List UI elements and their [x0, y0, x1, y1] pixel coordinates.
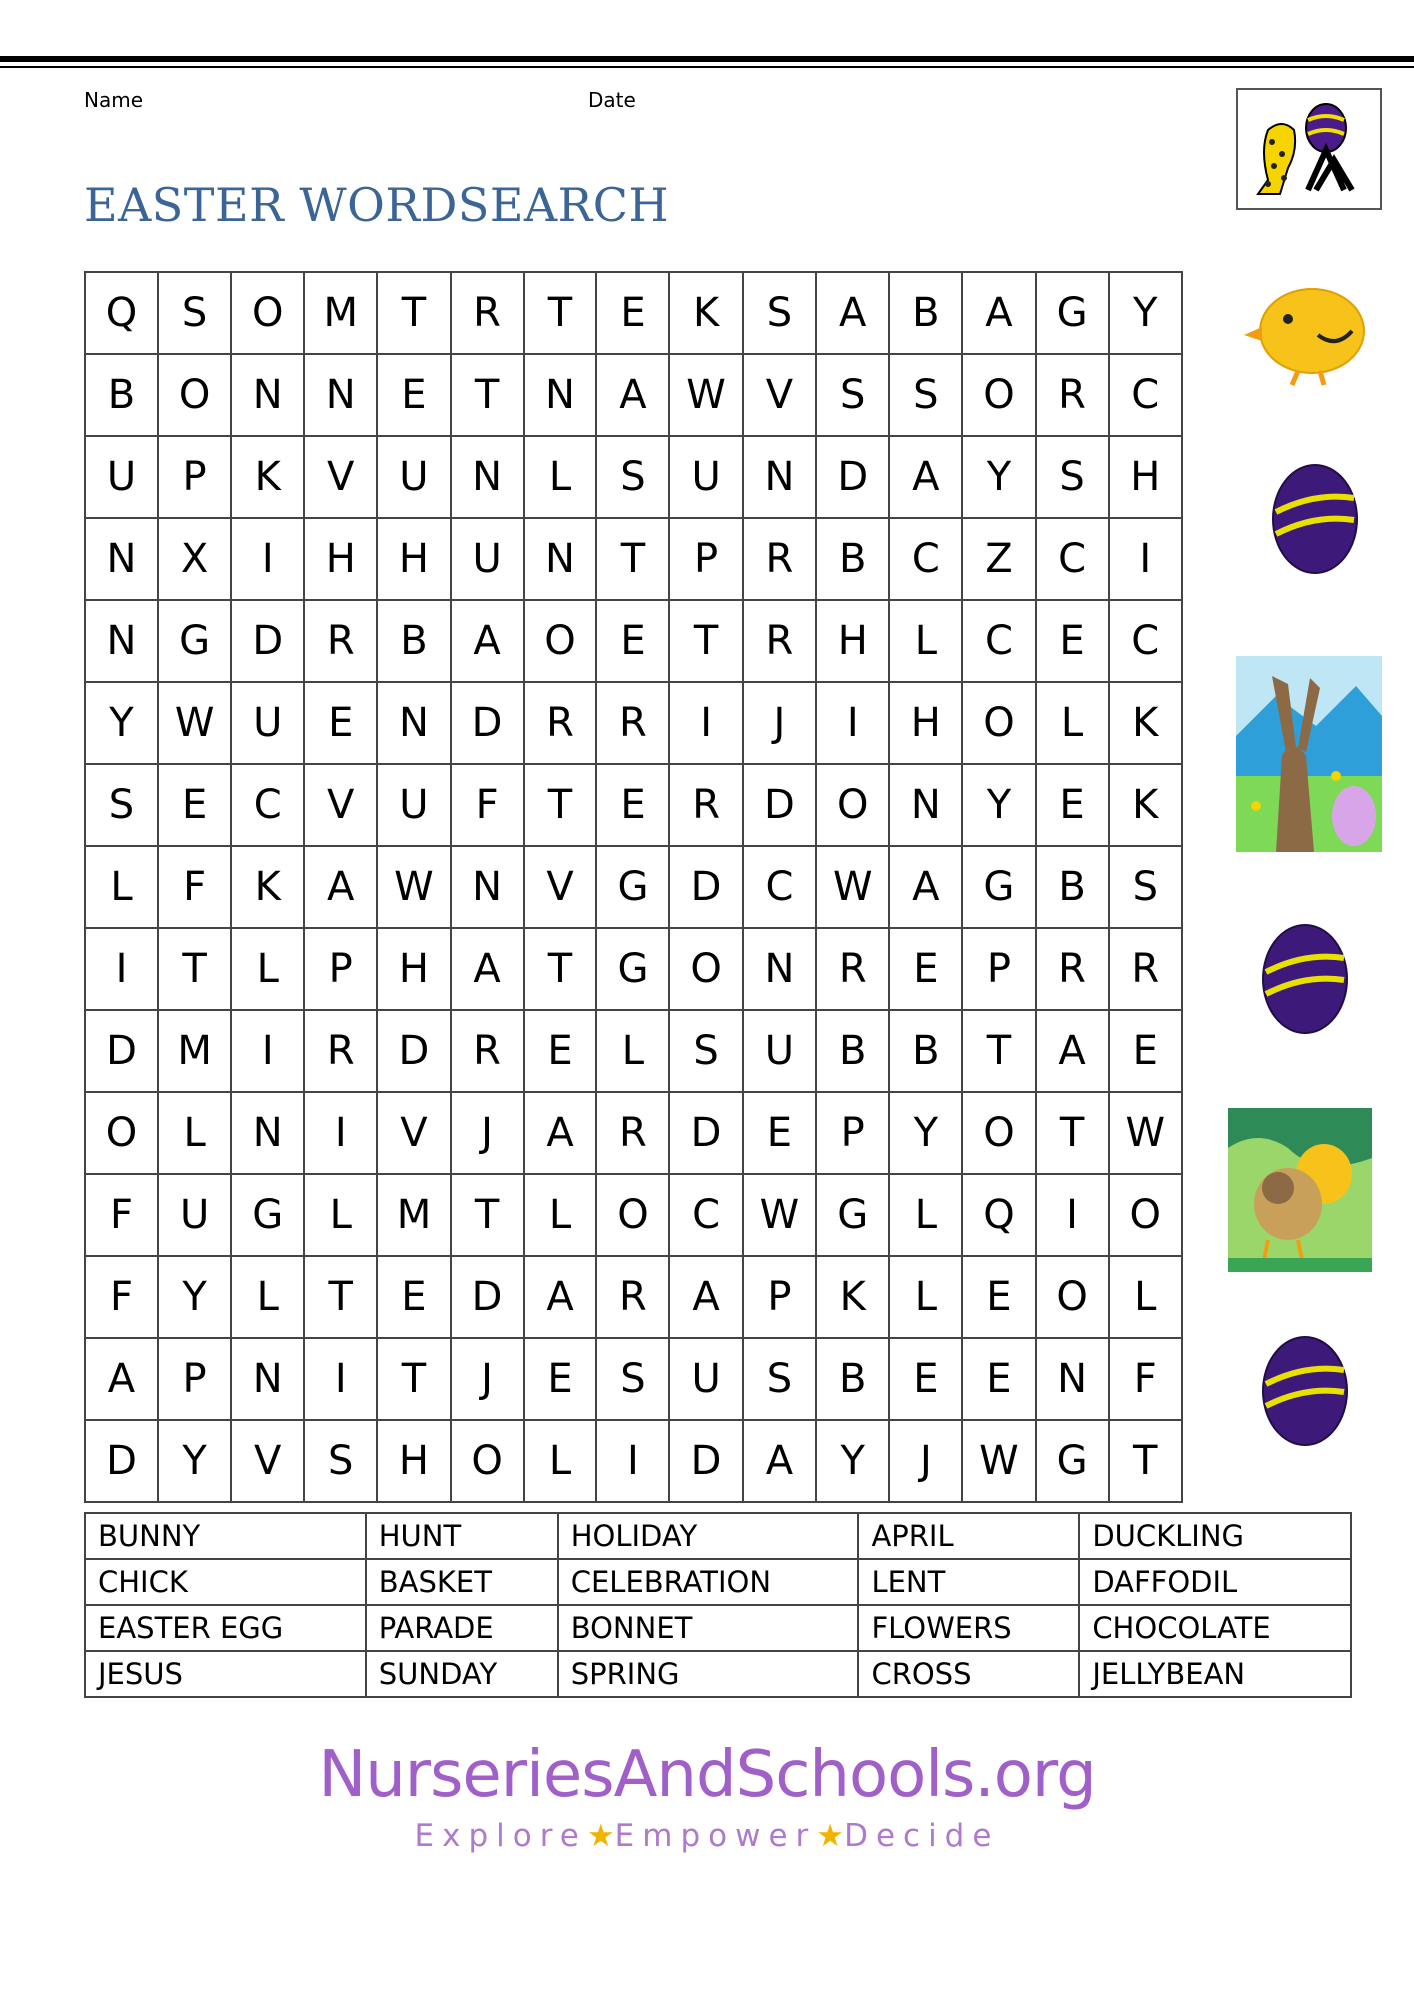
grid-cell: B	[889, 272, 962, 354]
grid-cell: S	[1109, 846, 1182, 928]
grid-cell: W	[816, 846, 889, 928]
top-rule	[0, 56, 1414, 62]
grid-cell: D	[743, 764, 816, 846]
grid-cell: P	[669, 518, 742, 600]
grid-cell: L	[889, 1174, 962, 1256]
grid-cell: C	[1109, 600, 1182, 682]
grid-cell: A	[889, 846, 962, 928]
grid-cell: E	[596, 272, 669, 354]
grid-cell: E	[304, 682, 377, 764]
grid-cell: R	[304, 1010, 377, 1092]
grid-cell: C	[743, 846, 816, 928]
grid-cell: F	[85, 1256, 158, 1338]
grid-cell: G	[596, 928, 669, 1010]
grid-cell: B	[377, 600, 450, 682]
grid-cell: L	[1109, 1256, 1182, 1338]
grid-cell: E	[377, 354, 450, 436]
grid-cell: G	[596, 846, 669, 928]
word-list-item: JELLYBEAN	[1079, 1651, 1351, 1697]
grid-cell: S	[304, 1420, 377, 1502]
grid-cell: L	[231, 1256, 304, 1338]
grid-cell: G	[1036, 272, 1109, 354]
grid-cell: M	[158, 1010, 231, 1092]
grid-cell: W	[962, 1420, 1035, 1502]
word-list-item: CROSS	[858, 1651, 1079, 1697]
grid-cell: D	[85, 1420, 158, 1502]
grid-cell: F	[1109, 1338, 1182, 1420]
grid-cell: Y	[962, 764, 1035, 846]
grid-cell: A	[451, 600, 524, 682]
grid-cell: E	[596, 764, 669, 846]
grid-cell: I	[304, 1092, 377, 1174]
easter-egg-icon	[1260, 922, 1350, 1040]
wordsearch-grid	[84, 271, 1183, 1503]
grid-cell: U	[669, 436, 742, 518]
grid-cell: O	[1036, 1256, 1109, 1338]
top-rule-thin	[0, 66, 1414, 68]
grid-row	[85, 1420, 1182, 1502]
grid-cell: A	[451, 928, 524, 1010]
grid-cell: O	[231, 272, 304, 354]
grid-cell: C	[962, 600, 1035, 682]
grid-cell: K	[1109, 764, 1182, 846]
grid-cell: J	[451, 1092, 524, 1174]
grid-cell: O	[85, 1092, 158, 1174]
grid-cell: N	[743, 928, 816, 1010]
grid-cell: C	[669, 1174, 742, 1256]
tagline-decide: Decide	[844, 1818, 1000, 1854]
grid-cell: V	[231, 1420, 304, 1502]
grid-row	[85, 928, 1182, 1010]
tagline-empower: Empower	[614, 1818, 817, 1854]
grid-cell: E	[158, 764, 231, 846]
grid-cell: N	[231, 1338, 304, 1420]
grid-cell: E	[1036, 764, 1109, 846]
grid-cell: R	[596, 1092, 669, 1174]
grid-cell: T	[1109, 1420, 1182, 1502]
grid-cell: K	[231, 846, 304, 928]
grid-row	[85, 682, 1182, 764]
grid-cell: O	[1109, 1174, 1182, 1256]
grid-cell: E	[889, 928, 962, 1010]
word-list-item: HOLIDAY	[558, 1513, 859, 1559]
word-list-item: DAFFODIL	[1079, 1559, 1351, 1605]
grid-cell: R	[1109, 928, 1182, 1010]
grid-cell: N	[1036, 1338, 1109, 1420]
grid-cell: R	[669, 764, 742, 846]
grid-cell: E	[962, 1256, 1035, 1338]
grid-cell: W	[743, 1174, 816, 1256]
grid-cell: Y	[158, 1256, 231, 1338]
grid-cell: E	[1036, 600, 1109, 682]
easter-egg-icon	[1260, 1334, 1350, 1452]
grid-row	[85, 1256, 1182, 1338]
grid-cell: X	[158, 518, 231, 600]
grid-cell: L	[304, 1174, 377, 1256]
word-list-item: CELEBRATION	[558, 1559, 859, 1605]
date-label: Date	[588, 88, 636, 112]
grid-cell: T	[596, 518, 669, 600]
word-list-row	[85, 1513, 1351, 1559]
grid-cell: A	[962, 272, 1035, 354]
grid-cell: G	[962, 846, 1035, 928]
grid-cell: B	[889, 1010, 962, 1092]
grid-cell: B	[816, 1338, 889, 1420]
grid-cell: N	[451, 846, 524, 928]
grid-cell: L	[524, 1420, 597, 1502]
grid-cell: O	[669, 928, 742, 1010]
grid-cell: D	[669, 846, 742, 928]
grid-cell: T	[451, 354, 524, 436]
grid-cell: I	[669, 682, 742, 764]
grid-cell: T	[304, 1256, 377, 1338]
grid-cell: D	[85, 1010, 158, 1092]
grid-row	[85, 764, 1182, 846]
grid-cell: E	[743, 1092, 816, 1174]
brand-tagline	[0, 1818, 1414, 1854]
grid-cell: Y	[85, 682, 158, 764]
grid-cell: D	[669, 1092, 742, 1174]
grid-cell: L	[158, 1092, 231, 1174]
grid-cell: S	[85, 764, 158, 846]
grid-cell: K	[231, 436, 304, 518]
word-list	[84, 1512, 1352, 1698]
grid-cell: A	[1036, 1010, 1109, 1092]
grid-cell: O	[451, 1420, 524, 1502]
grid-cell: V	[377, 1092, 450, 1174]
grid-cell: M	[377, 1174, 450, 1256]
grid-cell: U	[377, 764, 450, 846]
grid-cell: F	[85, 1174, 158, 1256]
grid-cell: O	[596, 1174, 669, 1256]
star-icon: ★	[586, 1818, 615, 1854]
grid-cell: I	[596, 1420, 669, 1502]
grid-cell: A	[596, 354, 669, 436]
grid-cell: V	[304, 764, 377, 846]
grid-cell: H	[889, 682, 962, 764]
word-list-item: JESUS	[85, 1651, 366, 1697]
grid-cell: P	[304, 928, 377, 1010]
grid-cell: R	[816, 928, 889, 1010]
grid-cell: I	[231, 518, 304, 600]
grid-cell: U	[451, 518, 524, 600]
grid-cell: R	[743, 600, 816, 682]
grid-cell: N	[377, 682, 450, 764]
grid-cell: T	[524, 272, 597, 354]
grid-cell: R	[596, 682, 669, 764]
grid-cell: T	[524, 928, 597, 1010]
grid-cell: B	[816, 1010, 889, 1092]
grid-cell: T	[524, 764, 597, 846]
word-list-item: BONNET	[558, 1605, 859, 1651]
grid-cell: I	[1109, 518, 1182, 600]
grid-cell: L	[85, 846, 158, 928]
grid-cell: R	[451, 272, 524, 354]
grid-cell: S	[158, 272, 231, 354]
grid-cell: D	[377, 1010, 450, 1092]
grid-cell: S	[816, 354, 889, 436]
grid-cell: K	[1109, 682, 1182, 764]
grid-cell: T	[377, 1338, 450, 1420]
grid-row	[85, 436, 1182, 518]
grid-cell: Y	[962, 436, 1035, 518]
grid-cell: L	[1036, 682, 1109, 764]
grid-cell: B	[1036, 846, 1109, 928]
grid-cell: N	[231, 1092, 304, 1174]
grid-cell: A	[889, 436, 962, 518]
word-list-item: DUCKLING	[1079, 1513, 1351, 1559]
word-list-row	[85, 1559, 1351, 1605]
grid-row	[85, 272, 1182, 354]
grid-cell: H	[377, 1420, 450, 1502]
grid-cell: D	[816, 436, 889, 518]
word-list-item: HUNT	[366, 1513, 558, 1559]
grid-cell: A	[816, 272, 889, 354]
grid-cell: F	[158, 846, 231, 928]
grid-cell: O	[962, 1092, 1035, 1174]
grid-cell: R	[596, 1256, 669, 1338]
grid-cell: U	[743, 1010, 816, 1092]
grid-cell: Y	[158, 1420, 231, 1502]
grid-cell: H	[304, 518, 377, 600]
grid-cell: K	[816, 1256, 889, 1338]
name-label: Name	[84, 88, 144, 112]
grid-cell: G	[231, 1174, 304, 1256]
grid-cell: N	[231, 354, 304, 436]
grid-cell: A	[524, 1256, 597, 1338]
logo-icon	[1236, 88, 1382, 210]
grid-cell: W	[1109, 1092, 1182, 1174]
grid-cell: T	[158, 928, 231, 1010]
grid-cell: G	[158, 600, 231, 682]
grid-cell: I	[816, 682, 889, 764]
grid-cell: Q	[85, 272, 158, 354]
grid-cell: U	[377, 436, 450, 518]
word-list-item: CHOCOLATE	[1079, 1605, 1351, 1651]
grid-cell: R	[1036, 928, 1109, 1010]
grid-cell: R	[304, 600, 377, 682]
grid-cell: O	[962, 682, 1035, 764]
grid-cell: N	[524, 354, 597, 436]
grid-cell: I	[304, 1338, 377, 1420]
word-list-item: CHICK	[85, 1559, 366, 1605]
grid-cell: L	[231, 928, 304, 1010]
grid-cell: L	[889, 600, 962, 682]
grid-cell: A	[85, 1338, 158, 1420]
grid-cell: M	[304, 272, 377, 354]
grid-cell: C	[231, 764, 304, 846]
grid-row	[85, 354, 1182, 436]
grid-cell: S	[596, 436, 669, 518]
grid-cell: Y	[816, 1420, 889, 1502]
grid-cell: N	[524, 518, 597, 600]
grid-cell: G	[1036, 1420, 1109, 1502]
word-list-item: BUNNY	[85, 1513, 366, 1559]
grid-cell: N	[743, 436, 816, 518]
grid-cell: Y	[889, 1092, 962, 1174]
grid-cell: J	[451, 1338, 524, 1420]
grid-cell: A	[304, 846, 377, 928]
grid-cell: T	[377, 272, 450, 354]
grid-cell: U	[85, 436, 158, 518]
grid-cell: P	[743, 1256, 816, 1338]
grid-cell: R	[1036, 354, 1109, 436]
grid-cell: P	[158, 1338, 231, 1420]
grid-cell: V	[524, 846, 597, 928]
grid-row	[85, 518, 1182, 600]
grid-cell: I	[1036, 1174, 1109, 1256]
word-list-item: PARADE	[366, 1605, 558, 1651]
word-list-row	[85, 1605, 1351, 1651]
grid-cell: H	[816, 600, 889, 682]
grid-cell: U	[158, 1174, 231, 1256]
grid-cell: W	[669, 354, 742, 436]
grid-cell: N	[85, 600, 158, 682]
grid-cell: N	[451, 436, 524, 518]
grid-row	[85, 1174, 1182, 1256]
word-list-row	[85, 1651, 1351, 1697]
word-list-item: FLOWERS	[858, 1605, 1079, 1651]
brand-name: NurseriesAndSchools.org	[318, 1738, 1096, 1812]
grid-cell: O	[158, 354, 231, 436]
grid-cell: W	[158, 682, 231, 764]
grid-cell: S	[1036, 436, 1109, 518]
grid-cell: C	[889, 518, 962, 600]
grid-cell: V	[743, 354, 816, 436]
grid-cell: E	[889, 1338, 962, 1420]
star-icon: ★	[816, 1818, 845, 1854]
grid-cell: D	[451, 1256, 524, 1338]
grid-cell: Z	[962, 518, 1035, 600]
grid-cell: D	[451, 682, 524, 764]
grid-cell: E	[524, 1338, 597, 1420]
grid-cell: K	[669, 272, 742, 354]
grid-cell: B	[816, 518, 889, 600]
grid-cell: T	[1036, 1092, 1109, 1174]
grid-cell: T	[669, 600, 742, 682]
grid-row	[85, 600, 1182, 682]
grid-cell: L	[889, 1256, 962, 1338]
grid-cell: H	[1109, 436, 1182, 518]
chick-icon	[1240, 275, 1372, 391]
grid-cell: D	[231, 600, 304, 682]
grid-cell: A	[669, 1256, 742, 1338]
grid-cell: E	[962, 1338, 1035, 1420]
grid-cell: S	[889, 354, 962, 436]
word-list-item: LENT	[858, 1559, 1079, 1605]
grid-cell: G	[816, 1174, 889, 1256]
grid-cell: S	[743, 1338, 816, 1420]
grid-cell: C	[1036, 518, 1109, 600]
grid-cell: Y	[1109, 272, 1182, 354]
grid-cell: N	[889, 764, 962, 846]
grid-cell: Q	[962, 1174, 1035, 1256]
grid-cell: O	[816, 764, 889, 846]
grid-cell: P	[962, 928, 1035, 1010]
grid-row	[85, 846, 1182, 928]
grid-cell: E	[524, 1010, 597, 1092]
grid-row	[85, 1338, 1182, 1420]
grid-cell: D	[669, 1420, 742, 1502]
grid-cell: O	[524, 600, 597, 682]
grid-cell: L	[596, 1010, 669, 1092]
grid-row	[85, 1010, 1182, 1092]
grid-cell: R	[524, 682, 597, 764]
grid-cell: S	[743, 272, 816, 354]
grid-cell: N	[304, 354, 377, 436]
word-list-item: BASKET	[366, 1559, 558, 1605]
word-list-item: APRIL	[858, 1513, 1079, 1559]
grid-cell: F	[451, 764, 524, 846]
grid-cell: S	[596, 1338, 669, 1420]
grid-cell: V	[304, 436, 377, 518]
tagline-explore: Explore	[414, 1818, 587, 1854]
grid-cell: S	[669, 1010, 742, 1092]
grid-cell: O	[962, 354, 1035, 436]
word-list-item: SPRING	[558, 1651, 859, 1697]
grid-row	[85, 1092, 1182, 1174]
easter-egg-icon	[1270, 462, 1360, 580]
chicks-picture	[1228, 1108, 1372, 1276]
grid-cell: E	[377, 1256, 450, 1338]
grid-cell: I	[85, 928, 158, 1010]
grid-cell: A	[743, 1420, 816, 1502]
word-list-item: SUNDAY	[366, 1651, 558, 1697]
grid-cell: U	[231, 682, 304, 764]
grid-cell: J	[889, 1420, 962, 1502]
grid-cell: B	[85, 354, 158, 436]
grid-cell: L	[524, 1174, 597, 1256]
grid-cell: U	[669, 1338, 742, 1420]
grid-cell: I	[231, 1010, 304, 1092]
grid-cell: L	[524, 436, 597, 518]
grid-cell: P	[158, 436, 231, 518]
grid-cell: R	[451, 1010, 524, 1092]
grid-cell: T	[451, 1174, 524, 1256]
grid-cell: E	[1109, 1010, 1182, 1092]
grid-cell: E	[596, 600, 669, 682]
grid-cell: C	[1109, 354, 1182, 436]
word-list-item: EASTER EGG	[85, 1605, 366, 1651]
page-title: EASTER WORDSEARCH	[84, 178, 670, 232]
rabbit-picture	[1236, 656, 1382, 856]
grid-cell: W	[377, 846, 450, 928]
grid-cell: N	[85, 518, 158, 600]
grid-cell: H	[377, 928, 450, 1010]
grid-cell: R	[743, 518, 816, 600]
grid-cell: H	[377, 518, 450, 600]
grid-cell: A	[524, 1092, 597, 1174]
grid-cell: J	[743, 682, 816, 764]
grid-cell: T	[962, 1010, 1035, 1092]
grid-cell: P	[816, 1092, 889, 1174]
